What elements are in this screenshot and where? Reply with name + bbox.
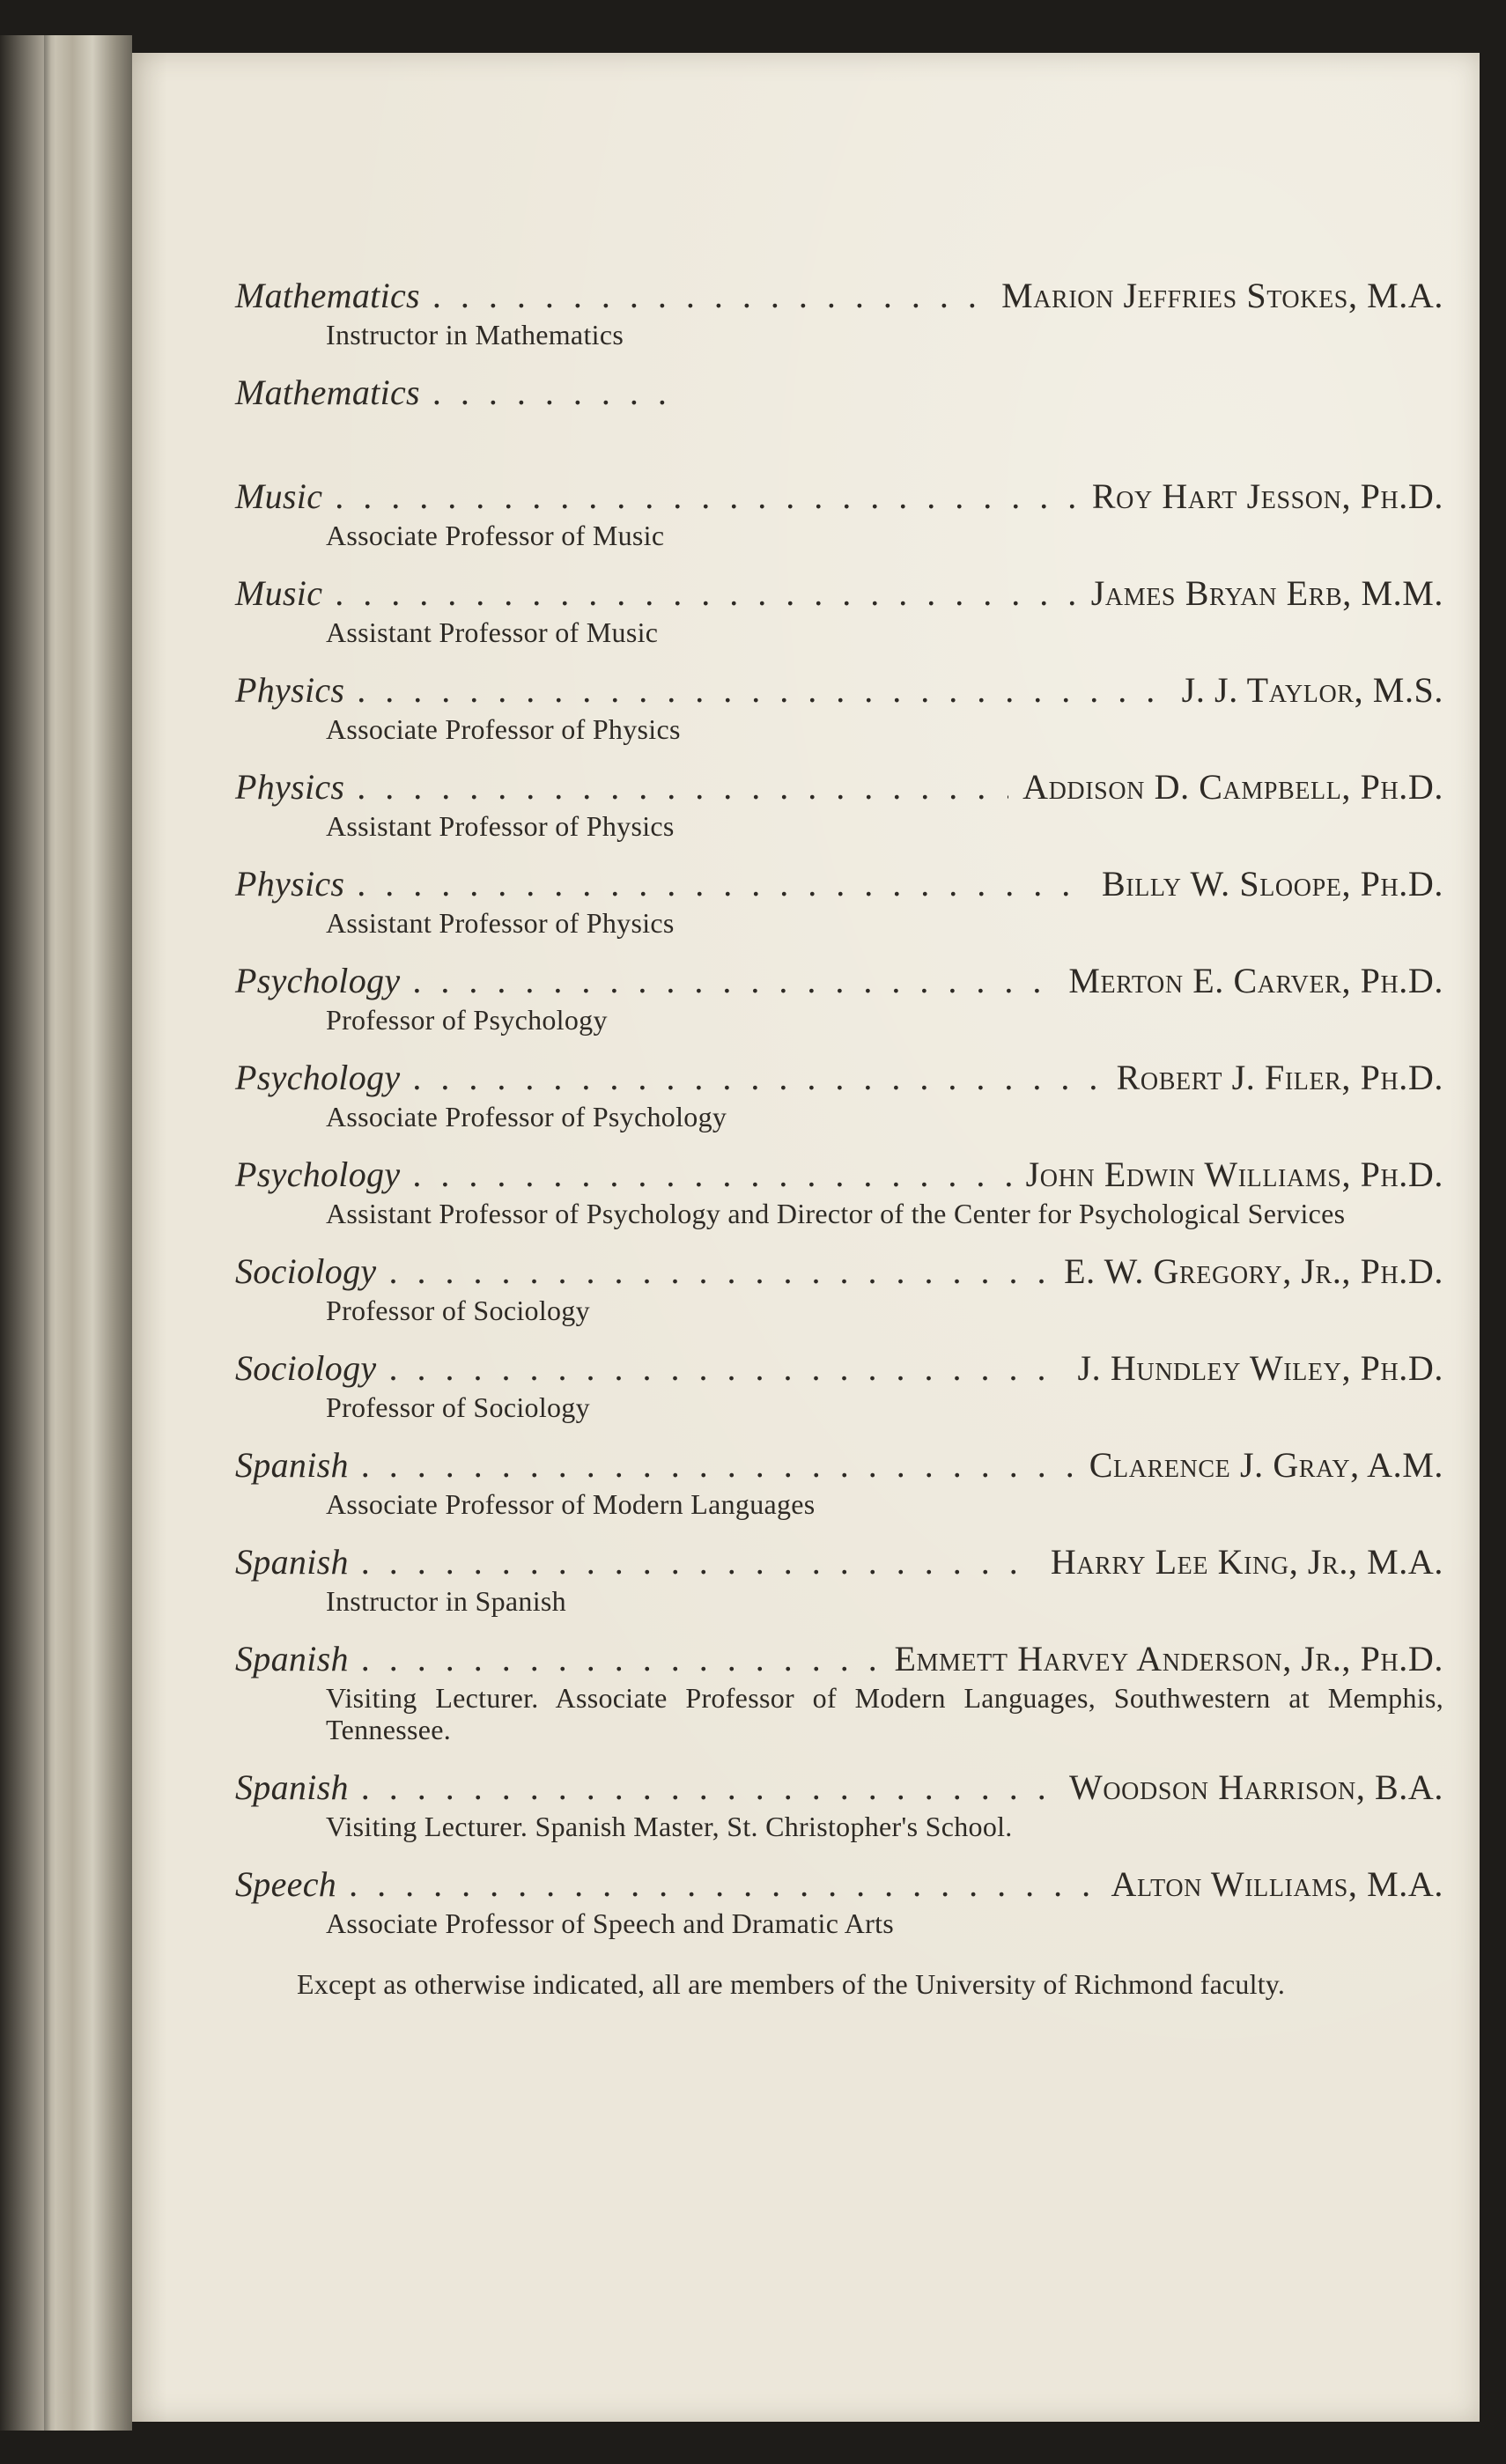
department-label: Sociology	[235, 1251, 377, 1291]
faculty-entry	[235, 1767, 1443, 1842]
faculty-entry	[235, 476, 1443, 551]
department-label: Psychology	[235, 961, 401, 1000]
faculty-entry	[235, 1250, 1443, 1326]
department-label: Spanish	[235, 1767, 349, 1807]
faculty-title: Instructor in Mathematics	[326, 319, 624, 350]
faculty-title: Assistant Professor of Psychology and Director of the Center for Psychological Services	[326, 1198, 1346, 1229]
faculty-title: Professor of Sociology	[326, 1295, 590, 1326]
faculty-entry	[235, 766, 1443, 842]
department-label: Physics	[235, 864, 345, 904]
faculty-title: Associate Professor of Speech and Dramatic Arts	[326, 1907, 895, 1939]
faculty-title: Visiting Lecturer. Spanish Master, St. Christopher's School.	[326, 1811, 1013, 1842]
dot-leader	[357, 863, 1088, 905]
dot-leader	[388, 1347, 1063, 1390]
department-label: Physics	[235, 670, 345, 710]
dot-leader	[349, 1863, 1096, 1906]
faculty-name: Robert J. Filer, Ph.D.	[1116, 1058, 1443, 1097]
dot-leader	[388, 1250, 1050, 1293]
dot-leader	[335, 476, 1078, 518]
department-label: Speech	[235, 1864, 337, 1904]
faculty-title: Assistant Professor of Music	[326, 616, 659, 648]
faculty-name: Harry Lee King, Jr., M.A.	[1050, 1542, 1443, 1582]
dot-leader	[412, 960, 1054, 1002]
department-label: Spanish	[235, 1445, 349, 1485]
footnote: Except as otherwise indicated, all are members of the University of Richmond faculty.	[297, 1968, 1286, 2000]
faculty-entry	[235, 1638, 1443, 1745]
faculty-name: Alton Williams, M.A.	[1111, 1864, 1443, 1904]
department-label: Music	[235, 573, 323, 613]
faculty-entry	[235, 1444, 1443, 1520]
dot-leader	[357, 766, 1008, 808]
department-label: Mathematics	[235, 373, 420, 412]
faculty-title: Visiting Lecturer. Associate Professor of Modern Languages, Southwestern at Memphis, Tennessee.	[326, 1682, 1443, 1745]
department-label: Spanish	[235, 1639, 349, 1678]
department-label: Music	[235, 476, 323, 516]
book-binding	[0, 35, 132, 2431]
department-label: Spanish	[235, 1542, 349, 1582]
faculty-name: Addison D. Campbell, Ph.D.	[1022, 767, 1443, 807]
faculty-title: Instructor in Spanish	[326, 1585, 566, 1617]
faculty-name: Billy W. Sloope, Ph.D.	[1101, 864, 1443, 904]
faculty-name: Emmett Harvey Anderson, Jr., Ph.D.	[894, 1639, 1443, 1678]
faculty-title: Professor of Psychology	[326, 1004, 608, 1036]
faculty-name: J. Hundley Wiley, Ph.D.	[1077, 1348, 1443, 1388]
faculty-title: Associate Professor of Modern Languages	[326, 1488, 816, 1520]
dot-leader	[432, 372, 679, 414]
faculty-name: James Bryan Erb, M.M.	[1090, 573, 1443, 613]
dot-leader	[357, 669, 1167, 712]
faculty-listing	[235, 275, 1443, 2003]
dot-leader	[361, 1638, 881, 1680]
faculty-entry	[235, 372, 1443, 414]
faculty-title: Associate Professor of Psychology	[326, 1101, 727, 1132]
faculty-title: Professor of Sociology	[326, 1391, 590, 1423]
faculty-title: Assistant Professor of Physics	[326, 907, 675, 939]
dot-leader	[335, 572, 1076, 615]
faculty-title: Assistant Professor of Physics	[326, 810, 675, 842]
faculty-title: Associate Professor of Physics	[326, 713, 681, 745]
dot-leader	[361, 1767, 1055, 1809]
dot-leader	[412, 1154, 1011, 1196]
dot-leader	[412, 1057, 1102, 1099]
faculty-entry	[235, 960, 1443, 1036]
dot-leader	[361, 1541, 1037, 1583]
faculty-entry	[235, 1347, 1443, 1423]
faculty-entry	[235, 1863, 1443, 1939]
faculty-entry	[235, 1057, 1443, 1132]
faculty-entry	[235, 669, 1443, 745]
faculty-name: J. J. Taylor, M.S.	[1181, 670, 1443, 710]
faculty-name: John Edwin Williams, Ph.D.	[1025, 1155, 1443, 1194]
dot-leader	[432, 275, 987, 317]
faculty-name: Woodson Harrison, B.A.	[1069, 1767, 1443, 1807]
faculty-name: Roy Hart Jesson, Ph.D.	[1091, 476, 1443, 516]
faculty-entry	[235, 1541, 1443, 1617]
faculty-entry	[235, 275, 1443, 350]
department-label: Mathematics	[235, 276, 420, 315]
faculty-name: Marion Jeffries Stokes, M.A.	[1001, 276, 1443, 315]
faculty-name: Clarence J. Gray, A.M.	[1089, 1445, 1443, 1485]
department-label: Psychology	[235, 1155, 401, 1194]
department-label: Sociology	[235, 1348, 377, 1388]
faculty-entry	[235, 1154, 1443, 1229]
faculty-entry	[235, 863, 1443, 939]
dot-leader	[361, 1444, 1075, 1487]
faculty-name: E. W. Gregory, Jr., Ph.D.	[1064, 1251, 1443, 1291]
department-label: Psychology	[235, 1058, 401, 1097]
faculty-title: Associate Professor of Music	[326, 520, 665, 551]
faculty-entry	[235, 572, 1443, 648]
department-label: Physics	[235, 767, 345, 807]
faculty-name: Merton E. Carver, Ph.D.	[1068, 961, 1443, 1000]
